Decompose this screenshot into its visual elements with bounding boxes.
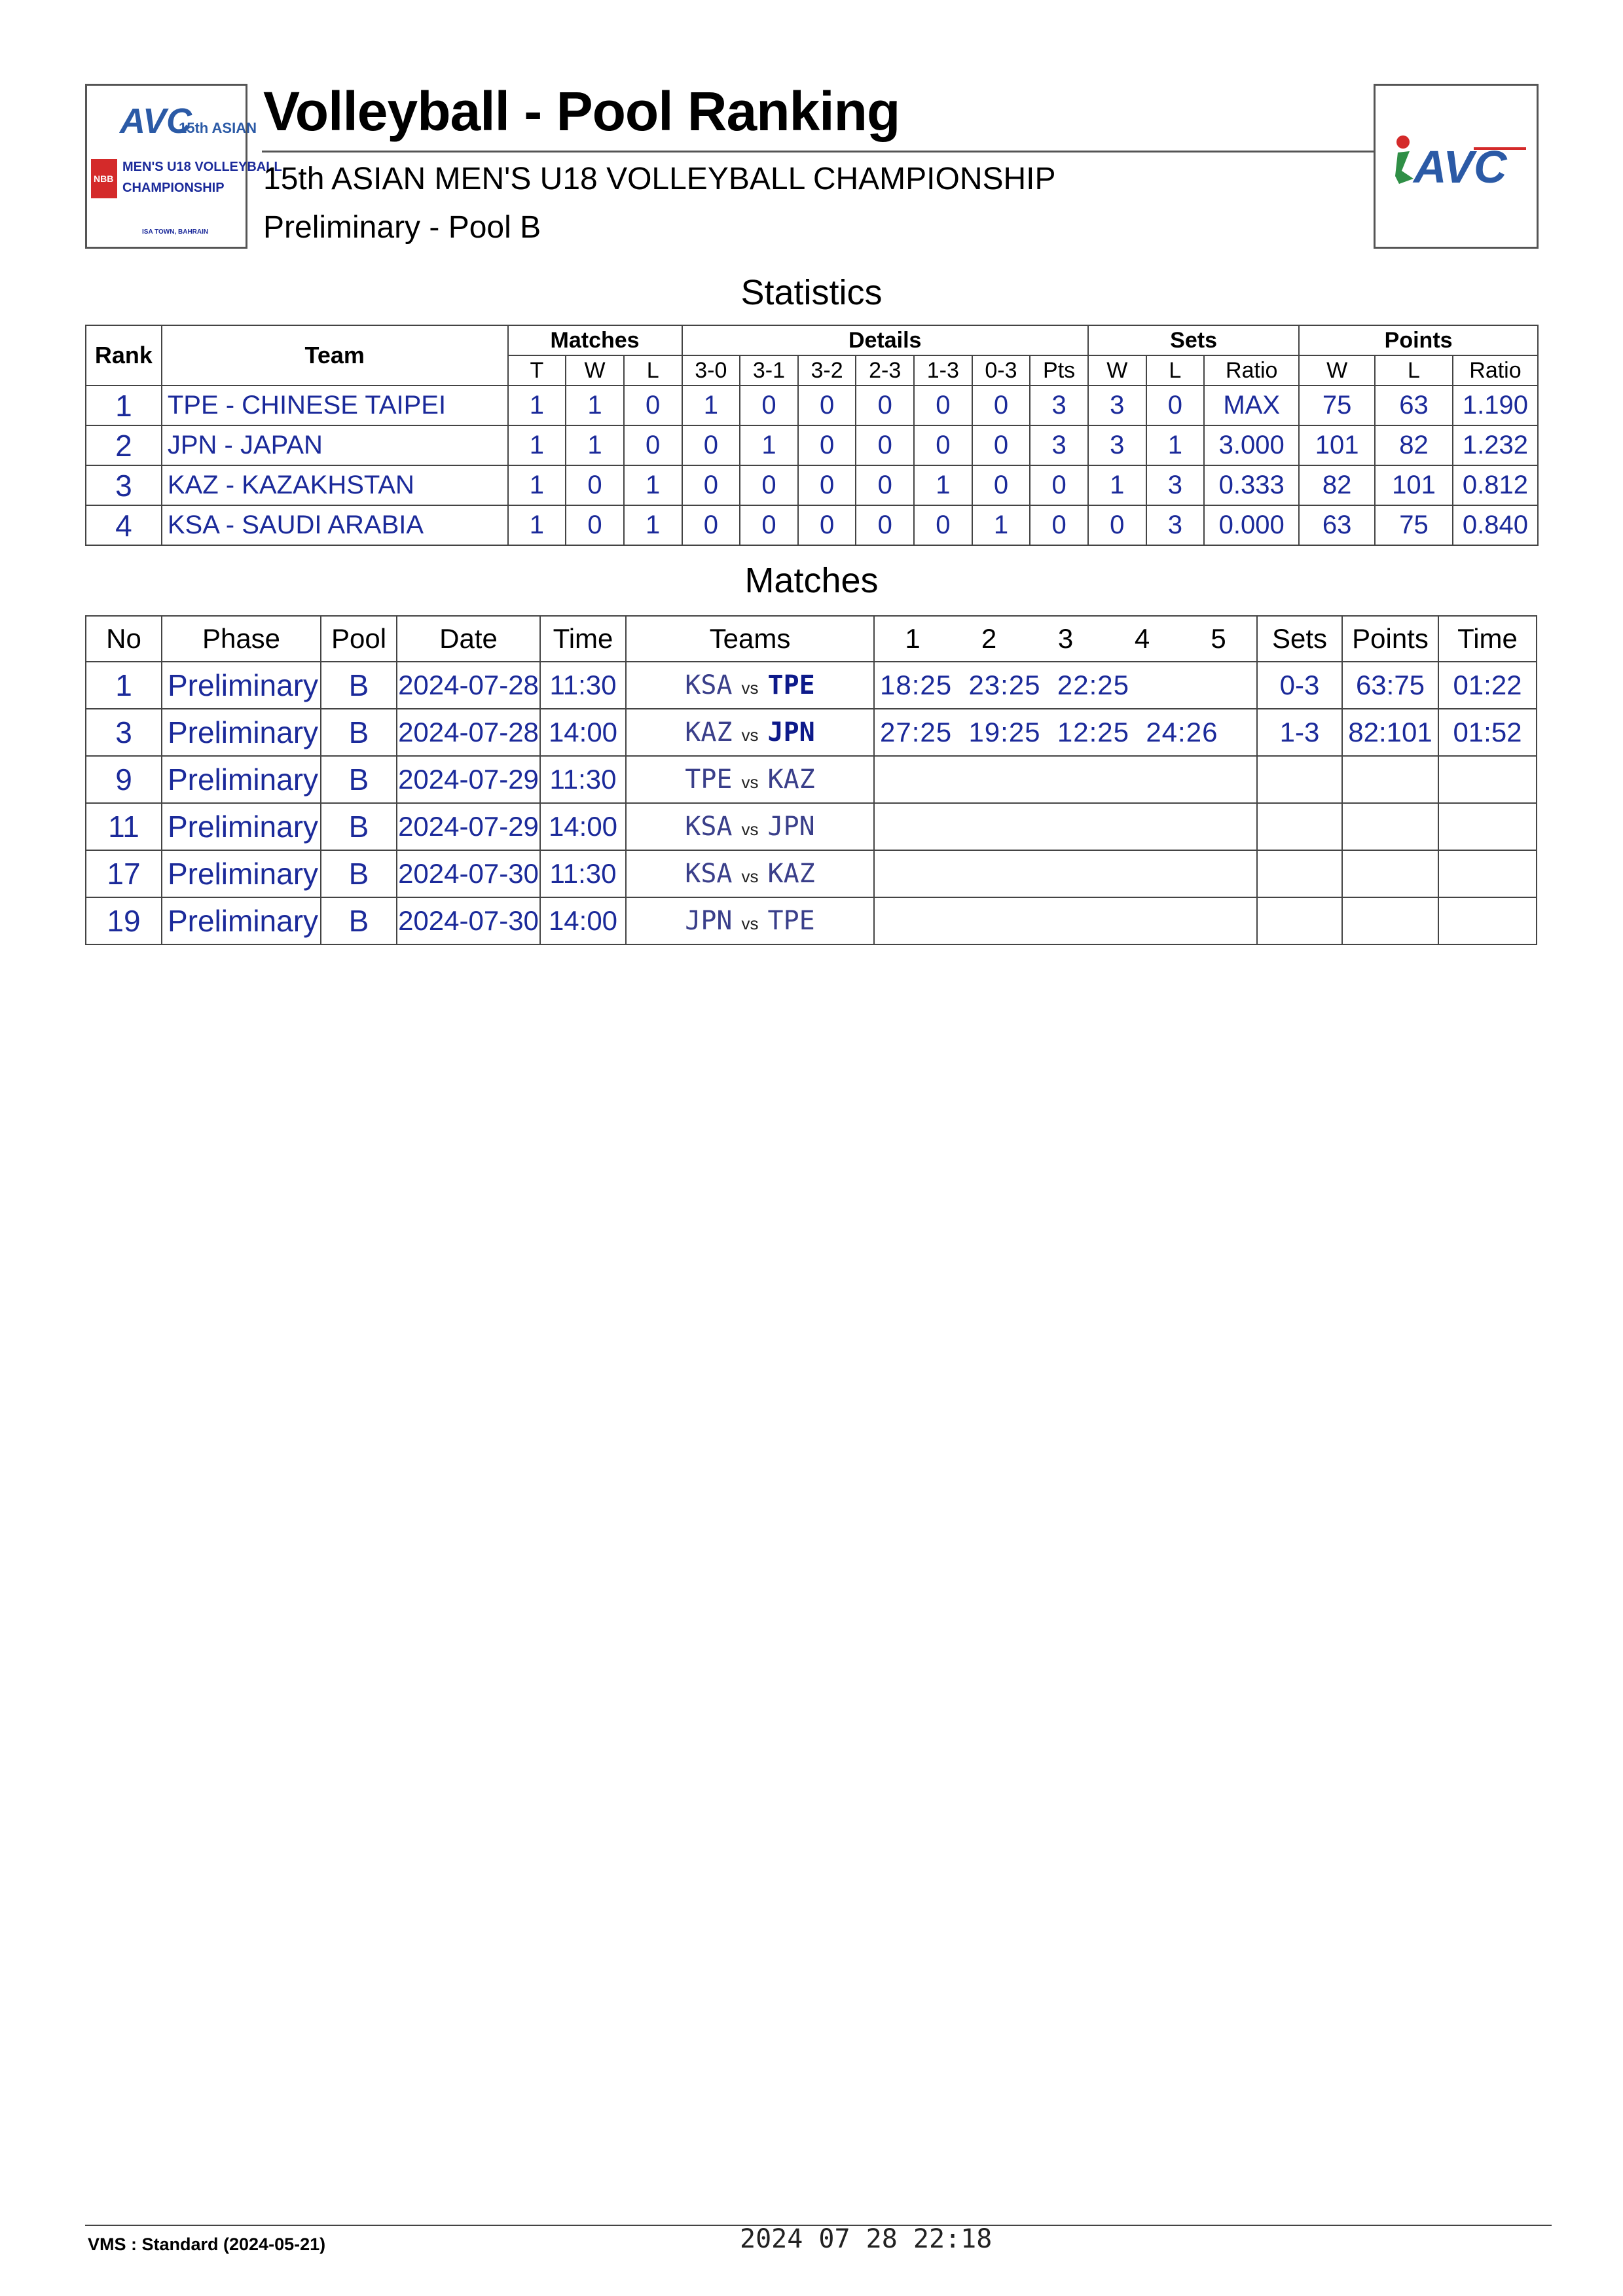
detail-1-3-cell: 1 <box>914 465 972 505</box>
match-phase-cell: Preliminary <box>162 662 321 709</box>
vs-label: vs <box>741 819 759 839</box>
team-cell: TPE - CHINESE TAIPEI <box>162 386 508 425</box>
matches-w-cell: 0 <box>566 465 624 505</box>
match-points-cell <box>1342 850 1438 897</box>
col-matches-w: W <box>566 355 624 386</box>
col-details-pts: Pts <box>1030 355 1088 386</box>
match-pool-cell: B <box>321 897 397 944</box>
pts-cell: 3 <box>1030 425 1088 465</box>
col-group-matches: Matches <box>508 325 682 355</box>
sets-w-cell: 1 <box>1088 465 1146 505</box>
col-set-1: 1 <box>874 616 951 662</box>
sets-l-cell: 1 <box>1146 425 1205 465</box>
match-no-cell: 19 <box>86 897 162 944</box>
col-phase: Phase <box>162 616 321 662</box>
col-teams: Teams <box>626 616 874 662</box>
rank-cell: 1 <box>86 386 162 425</box>
match-points-cell <box>1342 897 1438 944</box>
match-duration-cell <box>1438 803 1537 850</box>
col-rank: Rank <box>86 325 162 386</box>
matches-w-cell: 1 <box>566 425 624 465</box>
away-team: KAZ <box>767 859 815 889</box>
avc-logo-icon <box>1376 86 1537 247</box>
detail-3-2-cell: 0 <box>798 425 856 465</box>
ranking-row <box>86 386 1538 425</box>
detail-3-0-cell: 0 <box>682 465 740 505</box>
set-scores-cell <box>874 850 1257 897</box>
svg-text:ISA TOWN, BAHRAIN: ISA TOWN, BAHRAIN <box>142 228 209 236</box>
detail-3-2-cell: 0 <box>798 505 856 545</box>
matches-heading: Matches <box>744 561 879 600</box>
team-cell: KSA - SAUDI ARABIA <box>162 505 508 545</box>
svg-text:MEN'S U18 VOLLEYBALL: MEN'S U18 VOLLEYBALL <box>122 160 282 174</box>
points-ratio-cell: 1.190 <box>1453 386 1538 425</box>
match-teams-cell <box>626 897 874 944</box>
set-scores-cell: 18:25 23:25 22:25 <box>874 662 1257 709</box>
team-cell: KAZ - KAZAKHSTAN <box>162 465 508 505</box>
pts-cell: 0 <box>1030 465 1088 505</box>
detail-0-3-cell: 1 <box>972 505 1030 545</box>
home-team: KSA <box>685 812 733 842</box>
match-date-cell: 2024-07-28 <box>397 662 540 709</box>
points-l-cell: 101 <box>1375 465 1453 505</box>
match-teams-cell <box>626 709 874 756</box>
sets-l-cell: 0 <box>1146 386 1205 425</box>
matches-table <box>85 615 1537 945</box>
ranking-row <box>86 505 1538 545</box>
sets-w-cell: 0 <box>1088 505 1146 545</box>
match-row <box>86 756 1537 803</box>
col-set-4: 4 <box>1104 616 1180 662</box>
match-phase-cell: Preliminary <box>162 756 321 803</box>
match-row <box>86 850 1537 897</box>
detail-2-3-cell: 0 <box>856 465 914 505</box>
col-points: Points <box>1342 616 1438 662</box>
svg-text:NBB: NBB <box>94 173 114 184</box>
detail-1-3-cell: 0 <box>914 386 972 425</box>
col-date: Date <box>397 616 540 662</box>
match-date-cell: 2024-07-28 <box>397 709 540 756</box>
points-l-cell: 63 <box>1375 386 1453 425</box>
match-sets-cell: 0-3 <box>1257 662 1342 709</box>
detail-1-3-cell: 0 <box>914 505 972 545</box>
set-scores-cell <box>874 756 1257 803</box>
home-team: TPE <box>685 764 733 795</box>
footer-timestamp: 2024 07 28 22:18 <box>740 2224 993 2254</box>
match-pool-cell: B <box>321 803 397 850</box>
detail-3-2-cell: 0 <box>798 465 856 505</box>
pts-cell: 3 <box>1030 386 1088 425</box>
matches-w-cell: 1 <box>566 386 624 425</box>
col-set-2: 2 <box>951 616 1027 662</box>
phase-pool-label: Preliminary - Pool B <box>263 210 541 245</box>
vs-label: vs <box>741 725 759 745</box>
matches-t-cell: 1 <box>508 386 566 425</box>
points-w-cell: 101 <box>1299 425 1375 465</box>
ranking-row <box>86 425 1538 465</box>
page-title: Volleyball - Pool Ranking <box>263 81 900 142</box>
match-row <box>86 803 1537 850</box>
col-sets-w: W <box>1088 355 1146 386</box>
match-phase-cell: Preliminary <box>162 850 321 897</box>
ranking-row <box>86 465 1538 505</box>
match-pool-cell: B <box>321 756 397 803</box>
match-duration-cell <box>1438 756 1537 803</box>
detail-3-1-cell: 1 <box>740 425 798 465</box>
matches-l-cell: 0 <box>624 425 682 465</box>
matches-l-cell: 1 <box>624 505 682 545</box>
sets-ratio-cell: MAX <box>1204 386 1299 425</box>
match-date-cell: 2024-07-30 <box>397 850 540 897</box>
points-w-cell: 75 <box>1299 386 1375 425</box>
set-scores-cell: 27:25 19:25 12:25 24:26 <box>874 709 1257 756</box>
match-phase-cell: Preliminary <box>162 897 321 944</box>
col-points-w: W <box>1299 355 1375 386</box>
col-sets-l: L <box>1146 355 1205 386</box>
col-set-5: 5 <box>1180 616 1257 662</box>
match-teams-cell <box>626 803 874 850</box>
detail-0-3-cell: 0 <box>972 386 1030 425</box>
home-team: KAZ <box>685 717 733 747</box>
points-w-cell: 63 <box>1299 505 1375 545</box>
points-ratio-cell: 1.232 <box>1453 425 1538 465</box>
svg-text:15th ASIAN: 15th ASIAN <box>179 120 257 136</box>
match-duration-cell: 01:22 <box>1438 662 1537 709</box>
away-team: KAZ <box>767 764 815 795</box>
col-group-points: Points <box>1299 325 1538 355</box>
matches-l-cell: 0 <box>624 386 682 425</box>
points-w-cell: 82 <box>1299 465 1375 505</box>
match-row <box>86 662 1537 709</box>
match-no-cell: 1 <box>86 662 162 709</box>
detail-2-3-cell: 0 <box>856 425 914 465</box>
home-team: KSA <box>685 859 733 889</box>
match-points-cell <box>1342 803 1438 850</box>
svg-text:CHAMPIONSHIP: CHAMPIONSHIP <box>122 181 225 195</box>
match-points-cell: 63:75 <box>1342 662 1438 709</box>
detail-3-0-cell: 0 <box>682 425 740 465</box>
detail-0-3-cell: 0 <box>972 425 1030 465</box>
col-matches-l: L <box>624 355 682 386</box>
col-points-l: L <box>1375 355 1453 386</box>
match-sets-cell <box>1257 897 1342 944</box>
pts-cell: 0 <box>1030 505 1088 545</box>
detail-3-1-cell: 0 <box>740 465 798 505</box>
match-pool-cell: B <box>321 662 397 709</box>
away-team: TPE <box>767 906 815 936</box>
match-no-cell: 11 <box>86 803 162 850</box>
championship-logo-icon <box>87 86 282 247</box>
match-duration-cell <box>1438 897 1537 944</box>
match-no-cell: 9 <box>86 756 162 803</box>
match-phase-cell: Preliminary <box>162 709 321 756</box>
match-time-cell: 14:00 <box>540 709 626 756</box>
home-team: JPN <box>685 906 733 936</box>
match-pool-cell: B <box>321 850 397 897</box>
sets-w-cell: 3 <box>1088 386 1146 425</box>
match-no-cell: 17 <box>86 850 162 897</box>
away-team: JPN <box>767 812 815 842</box>
team-cell: JPN - JAPAN <box>162 425 508 465</box>
col-details-2-3: 2-3 <box>856 355 914 386</box>
match-sets-cell: 1-3 <box>1257 709 1342 756</box>
match-date-cell: 2024-07-29 <box>397 756 540 803</box>
col-details-3-2: 3-2 <box>798 355 856 386</box>
detail-3-0-cell: 1 <box>682 386 740 425</box>
detail-3-1-cell: 0 <box>740 386 798 425</box>
col-details-3-1: 3-1 <box>740 355 798 386</box>
match-sets-cell <box>1257 803 1342 850</box>
sets-ratio-cell: 0.000 <box>1204 505 1299 545</box>
detail-1-3-cell: 0 <box>914 425 972 465</box>
detail-3-1-cell: 0 <box>740 505 798 545</box>
col-time: Time <box>540 616 626 662</box>
points-l-cell: 82 <box>1375 425 1453 465</box>
home-team: KSA <box>685 670 733 700</box>
statistics-table <box>85 325 1539 546</box>
col-sets: Sets <box>1257 616 1342 662</box>
match-sets-cell <box>1257 850 1342 897</box>
sets-ratio-cell: 0.333 <box>1204 465 1299 505</box>
vs-label: vs <box>741 914 759 933</box>
col-sets-ratio: Ratio <box>1204 355 1299 386</box>
sets-ratio-cell: 3.000 <box>1204 425 1299 465</box>
col-pool: Pool <box>321 616 397 662</box>
away-team: TPE <box>767 670 815 700</box>
detail-2-3-cell: 0 <box>856 386 914 425</box>
match-teams-cell <box>626 850 874 897</box>
svg-text:AVC: AVC <box>1413 141 1507 192</box>
rank-cell: 4 <box>86 505 162 545</box>
match-duration-cell: 01:52 <box>1438 709 1537 756</box>
match-time-cell: 14:00 <box>540 897 626 944</box>
points-ratio-cell: 0.840 <box>1453 505 1538 545</box>
detail-0-3-cell: 0 <box>972 465 1030 505</box>
col-points-ratio: Ratio <box>1453 355 1538 386</box>
match-time-cell: 14:00 <box>540 803 626 850</box>
vs-label: vs <box>741 867 759 886</box>
match-teams-cell <box>626 756 874 803</box>
points-l-cell: 75 <box>1375 505 1453 545</box>
col-set-3: 3 <box>1027 616 1104 662</box>
match-duration-cell <box>1438 850 1537 897</box>
col-matches-t: T <box>508 355 566 386</box>
match-time-cell: 11:30 <box>540 850 626 897</box>
statistics-heading: Statistics <box>740 273 883 312</box>
match-row <box>86 897 1537 944</box>
footer-version: VMS : Standard (2024-05-21) <box>88 2234 326 2254</box>
match-points-cell: 82:101 <box>1342 709 1438 756</box>
col-group-sets: Sets <box>1088 325 1299 355</box>
away-team: JPN <box>767 717 815 747</box>
matches-w-cell: 0 <box>566 505 624 545</box>
match-pool-cell: B <box>321 709 397 756</box>
col-details-1-3: 1-3 <box>914 355 972 386</box>
col-details-3-0: 3-0 <box>682 355 740 386</box>
matches-l-cell: 1 <box>624 465 682 505</box>
sets-l-cell: 3 <box>1146 505 1205 545</box>
match-teams-cell <box>626 662 874 709</box>
detail-2-3-cell: 0 <box>856 505 914 545</box>
svg-text:AVC: AVC <box>120 101 192 141</box>
match-phase-cell: Preliminary <box>162 803 321 850</box>
matches-t-cell: 1 <box>508 425 566 465</box>
col-duration: Time <box>1438 616 1537 662</box>
match-points-cell <box>1342 756 1438 803</box>
match-date-cell: 2024-07-29 <box>397 803 540 850</box>
matches-t-cell: 1 <box>508 465 566 505</box>
title-divider <box>262 151 1374 152</box>
set-scores-cell <box>874 897 1257 944</box>
detail-3-0-cell: 0 <box>682 505 740 545</box>
match-no-cell: 3 <box>86 709 162 756</box>
set-scores-cell <box>874 803 1257 850</box>
sets-w-cell: 3 <box>1088 425 1146 465</box>
sets-l-cell: 3 <box>1146 465 1205 505</box>
championship-name: 15th ASIAN MEN'S U18 VOLLEYBALL CHAMPIONSHIP <box>263 162 1056 196</box>
col-team: Team <box>162 325 508 386</box>
vs-label: vs <box>741 772 759 792</box>
event-logo <box>85 84 282 249</box>
col-details-0-3: 0-3 <box>972 355 1030 386</box>
match-date-cell: 2024-07-30 <box>397 897 540 944</box>
match-sets-cell <box>1257 756 1342 803</box>
match-row <box>86 709 1537 756</box>
vs-label: vs <box>741 678 759 698</box>
points-ratio-cell: 0.812 <box>1453 465 1538 505</box>
detail-3-2-cell: 0 <box>798 386 856 425</box>
rank-cell: 3 <box>86 465 162 505</box>
col-group-details: Details <box>682 325 1088 355</box>
rank-cell: 2 <box>86 425 162 465</box>
avc-logo <box>1374 84 1539 249</box>
match-time-cell: 11:30 <box>540 662 626 709</box>
col-no: No <box>86 616 162 662</box>
matches-t-cell: 1 <box>508 505 566 545</box>
match-time-cell: 11:30 <box>540 756 626 803</box>
